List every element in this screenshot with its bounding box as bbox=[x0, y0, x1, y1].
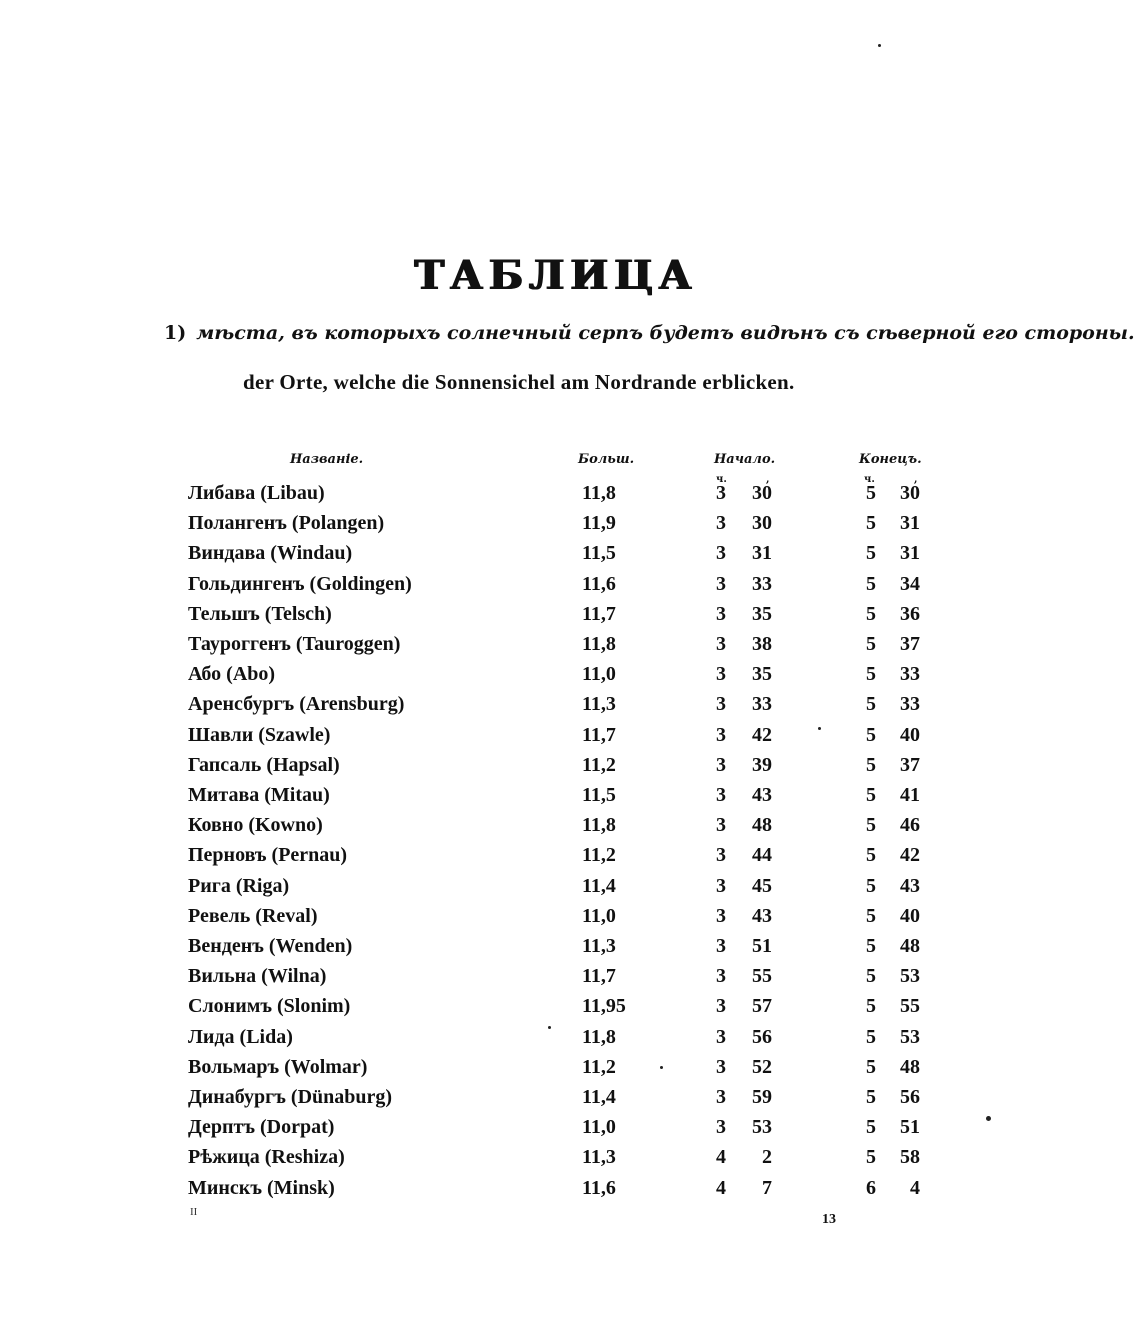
magnitude-value: 11,7 bbox=[582, 603, 616, 625]
table-row bbox=[0, 935, 1140, 965]
start-hour: 3 bbox=[716, 814, 726, 836]
start-minute: 42 bbox=[752, 724, 772, 746]
start-hour: 3 bbox=[716, 1086, 726, 1108]
start-hour: 3 bbox=[716, 482, 726, 504]
start-minute: 43 bbox=[752, 784, 772, 806]
magnitude-value: 11,0 bbox=[582, 905, 616, 927]
place-name: Тауроггенъ (Tauroggen) bbox=[188, 633, 401, 655]
end-hour: 5 bbox=[866, 603, 876, 625]
table-row bbox=[0, 995, 1140, 1025]
table-row bbox=[0, 814, 1140, 844]
place-name: Або (Abo) bbox=[188, 663, 276, 685]
unit-start-hours: ч. bbox=[716, 474, 727, 485]
place-name: Рѣжица (Reshiza) bbox=[188, 1146, 345, 1168]
place-name: Венденъ (Wenden) bbox=[188, 935, 353, 957]
page-title: ТАБЛИЦА bbox=[414, 252, 698, 299]
start-hour: 3 bbox=[716, 512, 726, 534]
magnitude-value: 11,95 bbox=[582, 995, 626, 1017]
start-hour: 3 bbox=[716, 875, 726, 897]
end-minute: 40 bbox=[900, 905, 920, 927]
magnitude-value: 11,9 bbox=[582, 512, 616, 534]
unit-start-minutes: , bbox=[766, 474, 770, 485]
end-minute: 37 bbox=[900, 633, 920, 655]
end-minute: 48 bbox=[900, 1056, 920, 1078]
start-minute: 39 bbox=[752, 754, 772, 776]
start-hour: 3 bbox=[716, 663, 726, 685]
signature-mark: II bbox=[190, 1206, 198, 1218]
start-hour: 3 bbox=[716, 1026, 726, 1048]
end-minute: 53 bbox=[900, 1026, 920, 1048]
end-hour: 5 bbox=[866, 875, 876, 897]
place-name: Тельшъ (Telsch) bbox=[188, 603, 332, 625]
place-name: Динабургъ (Dünaburg) bbox=[188, 1086, 393, 1108]
end-minute: 48 bbox=[900, 935, 920, 957]
start-minute: 33 bbox=[752, 693, 772, 715]
start-hour: 3 bbox=[716, 693, 726, 715]
magnitude-value: 11,2 bbox=[582, 844, 616, 866]
end-hour: 5 bbox=[866, 1116, 876, 1138]
end-minute: 51 bbox=[900, 1116, 920, 1138]
start-minute: 2 bbox=[762, 1146, 772, 1168]
unit-end-minutes: , bbox=[914, 474, 918, 485]
end-minute: 4 bbox=[910, 1177, 920, 1199]
end-hour: 5 bbox=[866, 1056, 876, 1078]
end-minute: 33 bbox=[900, 663, 920, 685]
table-row bbox=[0, 844, 1140, 874]
end-minute: 33 bbox=[900, 693, 920, 715]
table-row bbox=[0, 1146, 1140, 1176]
table-row bbox=[0, 603, 1140, 633]
start-minute: 30 bbox=[752, 482, 772, 504]
end-hour: 5 bbox=[866, 482, 876, 504]
end-hour: 5 bbox=[866, 663, 876, 685]
end-minute: 37 bbox=[900, 754, 920, 776]
start-hour: 3 bbox=[716, 603, 726, 625]
place-name: Перновъ (Pernau) bbox=[188, 844, 348, 866]
start-minute: 53 bbox=[752, 1116, 772, 1138]
place-name: Дерптъ (Dorpat) bbox=[188, 1116, 335, 1138]
scan-speck bbox=[548, 1026, 551, 1029]
magnitude-value: 11,8 bbox=[582, 482, 616, 504]
end-minute: 53 bbox=[900, 965, 920, 987]
magnitude-value: 11,4 bbox=[582, 875, 616, 897]
end-hour: 5 bbox=[866, 844, 876, 866]
end-minute: 41 bbox=[900, 784, 920, 806]
place-name: Аренсбургъ (Arensburg) bbox=[188, 693, 405, 715]
page-number: 13 bbox=[822, 1212, 836, 1227]
start-hour: 3 bbox=[716, 542, 726, 564]
start-hour: 3 bbox=[716, 965, 726, 987]
place-name: Ревель (Reval) bbox=[188, 905, 318, 927]
end-hour: 5 bbox=[866, 573, 876, 595]
end-minute: 36 bbox=[900, 603, 920, 625]
scan-speck bbox=[660, 1066, 663, 1069]
table-row bbox=[0, 573, 1140, 603]
start-minute: 44 bbox=[752, 844, 772, 866]
start-hour: 3 bbox=[716, 573, 726, 595]
end-hour: 5 bbox=[866, 905, 876, 927]
place-name: Вольмаръ (Wolmar) bbox=[188, 1056, 368, 1078]
start-hour: 3 bbox=[716, 754, 726, 776]
table-row bbox=[0, 724, 1140, 754]
place-name: Гольдингенъ (Goldingen) bbox=[188, 573, 412, 595]
magnitude-value: 11,7 bbox=[582, 724, 616, 746]
magnitude-value: 11,3 bbox=[582, 1146, 616, 1168]
start-minute: 30 bbox=[752, 512, 772, 534]
end-hour: 5 bbox=[866, 1086, 876, 1108]
start-minute: 35 bbox=[752, 603, 772, 625]
magnitude-value: 11,8 bbox=[582, 814, 616, 836]
end-minute: 31 bbox=[900, 542, 920, 564]
place-name: Слонимъ (Slonim) bbox=[188, 995, 351, 1017]
start-hour: 4 bbox=[716, 1177, 726, 1199]
table-row bbox=[0, 1177, 1140, 1207]
place-name: Митава (Mitau) bbox=[188, 784, 330, 806]
start-minute: 43 bbox=[752, 905, 772, 927]
magnitude-value: 11,2 bbox=[582, 754, 616, 776]
start-minute: 45 bbox=[752, 875, 772, 897]
magnitude-value: 11,7 bbox=[582, 965, 616, 987]
magnitude-value: 11,0 bbox=[582, 663, 616, 685]
end-hour: 5 bbox=[866, 935, 876, 957]
start-minute: 52 bbox=[752, 1056, 772, 1078]
table-row bbox=[0, 693, 1140, 723]
start-minute: 57 bbox=[752, 995, 772, 1017]
place-name: Вильна (Wilna) bbox=[188, 965, 327, 987]
start-hour: 3 bbox=[716, 844, 726, 866]
header-magnitude: Больш. bbox=[578, 452, 635, 467]
subtitle-number: 1) bbox=[164, 322, 187, 344]
table-row bbox=[0, 965, 1140, 995]
magnitude-value: 11,4 bbox=[582, 1086, 616, 1108]
start-minute: 33 bbox=[752, 573, 772, 595]
start-hour: 3 bbox=[716, 724, 726, 746]
end-hour: 5 bbox=[866, 1146, 876, 1168]
header-start: Начало. bbox=[714, 452, 776, 467]
end-minute: 30 bbox=[900, 482, 920, 504]
table-row bbox=[0, 542, 1140, 572]
subtitle-german: der Orte, welche die Sonnensichel am Nordrande erblicken. bbox=[243, 370, 795, 394]
start-minute: 31 bbox=[752, 542, 772, 564]
place-name: Рига (Riga) bbox=[188, 875, 290, 897]
start-hour: 3 bbox=[716, 995, 726, 1017]
start-minute: 7 bbox=[762, 1177, 772, 1199]
magnitude-value: 11,6 bbox=[582, 573, 616, 595]
place-name: Шавли (Szawle) bbox=[188, 724, 331, 746]
start-minute: 59 bbox=[752, 1086, 772, 1108]
magnitude-value: 11,5 bbox=[582, 542, 616, 564]
table-row bbox=[0, 1086, 1140, 1116]
end-hour: 5 bbox=[866, 512, 876, 534]
end-hour: 6 bbox=[866, 1177, 876, 1199]
start-minute: 56 bbox=[752, 1026, 772, 1048]
magnitude-value: 11,8 bbox=[582, 1026, 616, 1048]
end-hour: 5 bbox=[866, 754, 876, 776]
subtitle-russian bbox=[164, 322, 1135, 344]
table-row bbox=[0, 875, 1140, 905]
place-name: Лида (Lida) bbox=[188, 1026, 293, 1048]
end-minute: 55 bbox=[900, 995, 920, 1017]
end-minute: 34 bbox=[900, 573, 920, 595]
place-name: Ковно (Kowno) bbox=[188, 814, 323, 836]
start-hour: 3 bbox=[716, 1056, 726, 1078]
unit-end-hours: ч. bbox=[864, 474, 875, 485]
magnitude-value: 11,2 bbox=[582, 1056, 616, 1078]
end-minute: 31 bbox=[900, 512, 920, 534]
scan-speck bbox=[986, 1116, 991, 1121]
end-hour: 5 bbox=[866, 814, 876, 836]
header-name: Названіе. bbox=[290, 452, 364, 467]
start-hour: 3 bbox=[716, 633, 726, 655]
place-name: Минскъ (Minsk) bbox=[188, 1177, 335, 1199]
end-hour: 5 bbox=[866, 693, 876, 715]
table-row bbox=[0, 1056, 1140, 1086]
end-minute: 42 bbox=[900, 844, 920, 866]
table-row bbox=[0, 905, 1140, 935]
start-minute: 38 bbox=[752, 633, 772, 655]
end-minute: 43 bbox=[900, 875, 920, 897]
magnitude-value: 11,6 bbox=[582, 1177, 616, 1199]
magnitude-value: 11,3 bbox=[582, 693, 616, 715]
end-hour: 5 bbox=[866, 542, 876, 564]
end-minute: 58 bbox=[900, 1146, 920, 1168]
end-hour: 5 bbox=[866, 784, 876, 806]
end-hour: 5 bbox=[866, 724, 876, 746]
start-hour: 3 bbox=[716, 935, 726, 957]
table-row bbox=[0, 512, 1140, 542]
end-hour: 5 bbox=[866, 633, 876, 655]
place-name: Гапсаль (Hapsal) bbox=[188, 754, 340, 776]
scan-speck bbox=[878, 44, 881, 47]
end-minute: 40 bbox=[900, 724, 920, 746]
table-row bbox=[0, 482, 1140, 512]
end-hour: 5 bbox=[866, 1026, 876, 1048]
start-hour: 3 bbox=[716, 905, 726, 927]
table-row bbox=[0, 784, 1140, 814]
table-row bbox=[0, 1026, 1140, 1056]
magnitude-value: 11,3 bbox=[582, 935, 616, 957]
magnitude-value: 11,5 bbox=[582, 784, 616, 806]
end-minute: 56 bbox=[900, 1086, 920, 1108]
scan-speck bbox=[818, 727, 821, 730]
place-name: Либава (Libau) bbox=[188, 482, 325, 504]
start-hour: 4 bbox=[716, 1146, 726, 1168]
end-minute: 46 bbox=[900, 814, 920, 836]
place-name: Виндава (Windau) bbox=[188, 542, 353, 564]
table-row bbox=[0, 1116, 1140, 1146]
end-hour: 5 bbox=[866, 995, 876, 1017]
table-row bbox=[0, 754, 1140, 784]
header-end: Конецъ. bbox=[859, 452, 922, 467]
start-hour: 3 bbox=[716, 784, 726, 806]
magnitude-value: 11,0 bbox=[582, 1116, 616, 1138]
start-hour: 3 bbox=[716, 1116, 726, 1138]
start-minute: 55 bbox=[752, 965, 772, 987]
end-hour: 5 bbox=[866, 965, 876, 987]
magnitude-value: 11,8 bbox=[582, 633, 616, 655]
table-row bbox=[0, 633, 1140, 663]
place-name: Полангенъ (Polangen) bbox=[188, 512, 385, 534]
start-minute: 35 bbox=[752, 663, 772, 685]
start-minute: 48 bbox=[752, 814, 772, 836]
table-row bbox=[0, 663, 1140, 693]
subtitle-russian-text: мѣста, въ которыхъ солнечный серпъ будетъ видѣнъ съ сѣверной его стороны. bbox=[196, 322, 1135, 344]
start-minute: 51 bbox=[752, 935, 772, 957]
